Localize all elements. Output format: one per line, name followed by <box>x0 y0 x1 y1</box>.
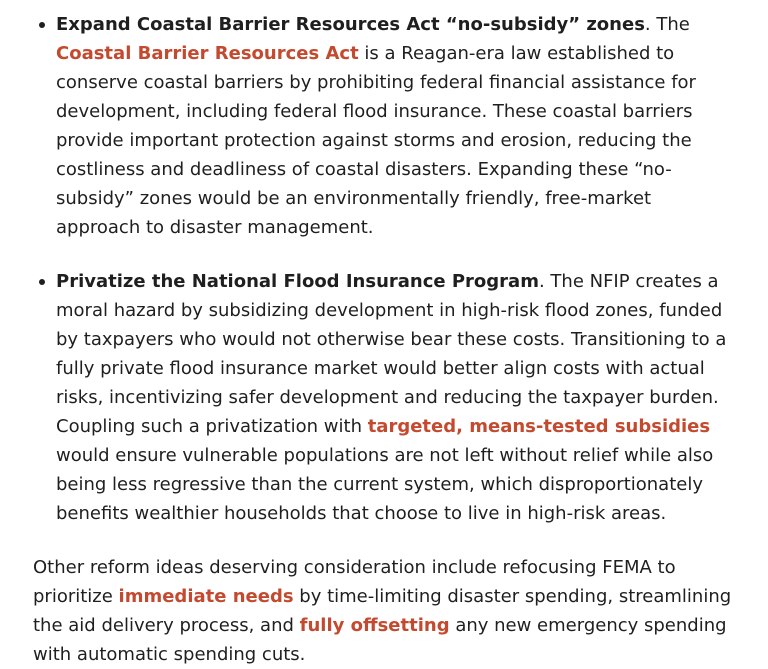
list-item-text: would ensure vulnerable populations are not left without relief while also being less regressive than the current system, which disproportionately benefits wealthier households that choose to live in high-risk areas. <box>56 445 714 524</box>
list-item-privatize-nfip <box>33 267 738 528</box>
reform-list <box>33 10 738 528</box>
list-item-text: . The <box>644 14 690 35</box>
coastal-barrier-act-link[interactable]: Coastal Barrier Resources Act <box>56 43 359 64</box>
targeted-subsidies-link[interactable]: targeted, means-tested subsidies <box>367 416 711 437</box>
paragraph-text: any new emergency spending with automatic spending cuts. <box>33 615 727 665</box>
list-item-text: is a Reagan-era law established to conserve coastal barriers by prohibiting federal financial assistance for development, including federal flood insurance. These coastal barriers provide important protection against storms and erosion, reducing the costliness and deadliness of coastal disasters. Expanding these “no-subsidy” zones would be an environmentally friendly, free-market approach to disaster management. <box>56 43 696 238</box>
paragraph-text: by time-limiting disaster spending, streamlining the aid delivery process, and <box>33 586 732 636</box>
paragraph-text: Other reform ideas deserving consideration include refocusing FEMA to prioritize <box>33 557 676 607</box>
fully-offsetting-link[interactable]: fully offsetting <box>299 615 450 636</box>
list-item-text: . The NFIP creates a moral hazard by subsidizing development in high-risk flood zones, funded by taxpayers who would not otherwise bear these costs. Transitioning to a fully private flood insurance market would better align costs with actual risks, incentivizing safer development and reducing the taxpayer burden. Coupling such a privatization with <box>56 271 727 437</box>
immediate-needs-link[interactable]: immediate needs <box>118 586 294 607</box>
list-item-coastal-barrier <box>33 10 738 242</box>
closing-paragraph <box>33 553 738 669</box>
list-item-title: Expand Coastal Barrier Resources Act “no-subsidy” zones <box>56 14 645 35</box>
bullet-dot-icon <box>39 279 45 285</box>
list-item-title: Privatize the National Flood Insurance Program <box>56 271 539 292</box>
bullet-dot-icon <box>39 22 45 28</box>
